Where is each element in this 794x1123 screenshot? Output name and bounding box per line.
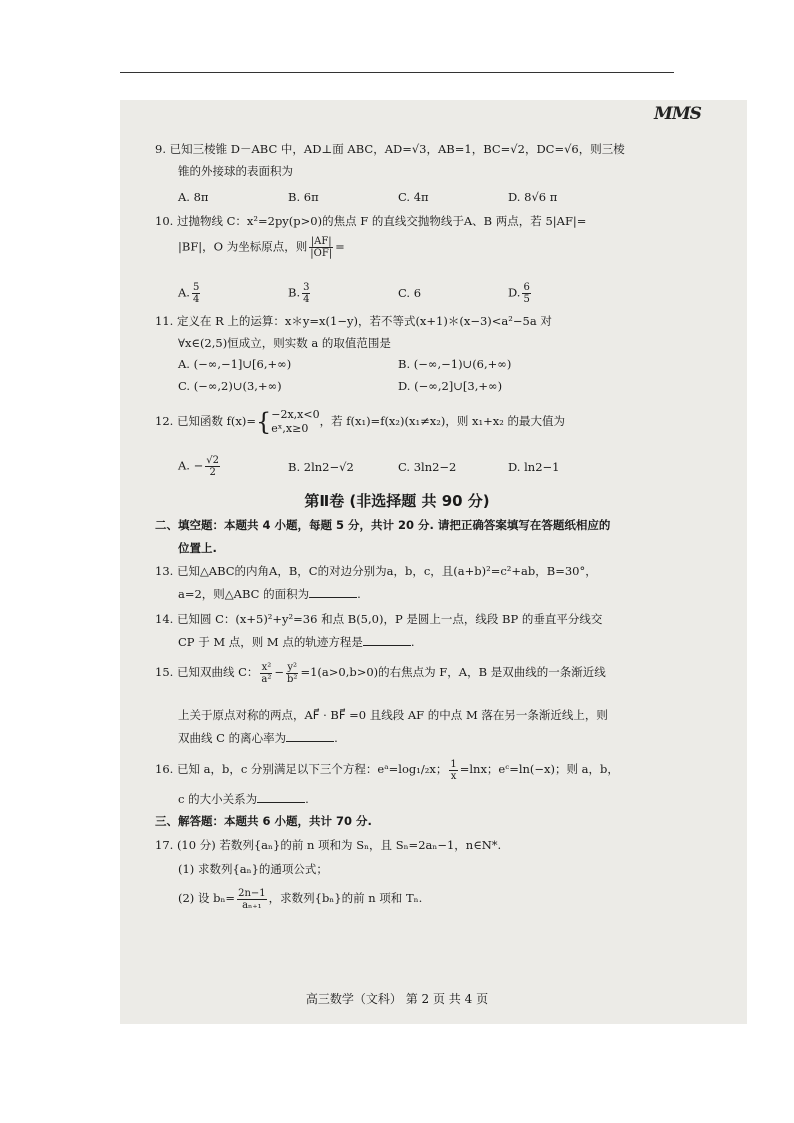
page-footer: 高三数学（文科） 第 2 页 共 4 页 — [305, 992, 489, 1006]
q17-part2 — [178, 886, 422, 911]
q9-line1: 9. 已知三棱锥 D－ABC 中，AD⊥面 ABC，AD=√3，AB=1，BC=√2，DC=√6，则三棱 — [155, 142, 625, 156]
q10-option-b — [288, 282, 312, 305]
logo: MMS — [654, 104, 701, 124]
q15-line2: 上关于原点对称的两点，AF⃗ · BF⃗ =0 且线段 AF 的中点 M 落在另一条渐近线上，则 — [178, 708, 608, 722]
q15-text-c: 双曲线 C 的离心率为 — [178, 731, 287, 745]
q12-option-d: D. ln2−1 — [508, 460, 560, 474]
q11-line1: 11. 定义在 R 上的运算：x＊y=x(1−y)，若不等式(x+1)＊(x−3)<a²−5a 对 — [155, 314, 552, 328]
q10-opt-a-label: A. — [178, 285, 190, 300]
q16-frac-den: x — [450, 770, 457, 782]
q10-opt-b-label: B. — [288, 285, 301, 300]
q10-option-a — [178, 282, 202, 305]
q15-text-b: =1(a>0,b>0)的右焦点为 F，A，B 是双曲线的一条渐近线 — [300, 665, 606, 679]
q10-text: |BF|，O 为坐标原点，则 — [178, 239, 308, 254]
q10-opt-d-label: D. — [508, 285, 521, 300]
q12-brace: { — [255, 408, 272, 436]
q10-equals: = — [335, 239, 345, 254]
q15-line1 — [155, 660, 606, 685]
q16-text-b: =lnx；eᶜ=ln(−x)；则 a，b， — [459, 762, 619, 776]
q12-option-c: C. 3ln2−2 — [398, 460, 457, 474]
q12-option-b: B. 2ln2−√2 — [288, 460, 354, 474]
q14-text: CP 于 M 点，则 M 点的轨迹方程是 — [178, 635, 363, 649]
q9-line2: 锥的外接球的表面积为 — [178, 164, 293, 178]
q16-period: . — [305, 792, 309, 806]
q13-period: . — [357, 587, 361, 601]
q10-line1: 10. 过抛物线 C：x²=2py(p>0)的焦点 F 的直线交抛物线于A、B 两点，若 5|AF|= — [155, 214, 587, 228]
q12-line1 — [155, 406, 565, 436]
q16-fraction — [449, 759, 457, 782]
q10-opt-b-frac — [302, 282, 310, 305]
q10-frac-den: |OF| — [310, 248, 333, 259]
fill-in-heading-line1: 二、填空题：本题共 4 小题，每题 5 分，共计 20 分. 请把正确答案填写在答题纸相应的 — [155, 518, 611, 532]
q12-text-b: ，若 f(x₁)=f(x₂)(x₁≠x₂)，则 x₁+x₂ 的最大值为 — [319, 414, 565, 428]
q10-opt-a-frac — [192, 282, 200, 305]
q12-opt-a-den: 2 — [209, 467, 216, 478]
q13-answer-blank — [309, 587, 357, 598]
q10-option-c: C. 6 — [398, 286, 422, 300]
q12-opt-a-frac — [205, 455, 220, 478]
q12-opt-a-label: A. − — [178, 458, 204, 473]
q14-period: . — [410, 635, 415, 649]
q10-opt-b-den: 4 — [303, 294, 310, 305]
q9-option-d: D. 8√6 π — [508, 190, 558, 204]
q17-fraction — [237, 888, 267, 911]
q10-opt-d-den: 5 — [523, 294, 530, 305]
q17-frac-den: aₙ₊₁ — [242, 899, 262, 911]
q13-line1: 13. 已知△ABC的内角A，B，C的对边分别为a，b，c，且(a+b)²=c²+ab，B=30°， — [155, 564, 597, 578]
q16-frac-num: 1 — [450, 758, 457, 770]
q12-opt-a-num: √2 — [206, 455, 219, 466]
q9-option-b: B. 6π — [288, 190, 319, 204]
q12-piecewise — [271, 408, 319, 436]
q12-text-a: 12. 已知函数 f(x)= — [155, 414, 256, 428]
q11-option-d: D. (−∞,2]∪[3,+∞) — [398, 379, 503, 393]
q10-opt-b-num: 3 — [303, 282, 310, 293]
q11-option-c: C. (−∞,2)∪(3,+∞) — [178, 379, 282, 393]
q13-line2 — [178, 585, 361, 603]
q17-part2-text-b: ，求数列{bₙ}的前 n 项和 Tₙ. — [268, 891, 423, 905]
q15-text-a: 15. 已知双曲线 C： — [155, 665, 259, 679]
section-2-title: 第Ⅱ卷 (非选择题 共 90 分) — [304, 492, 490, 510]
q11-option-a: A. (−∞,−1]∪[6,+∞) — [178, 357, 292, 371]
q16-line2 — [178, 790, 309, 808]
q16-answer-blank — [257, 792, 305, 803]
q16-text-a: 16. 已知 a，b，c 分别满足以下三个方程：eᵃ=log₁/₂x； — [155, 762, 448, 776]
q10-opt-d-frac — [522, 282, 530, 305]
q15-frac2-den: b² — [287, 673, 298, 685]
q15-minus: − — [274, 665, 285, 679]
q9-option-a: A. 8π — [178, 190, 209, 204]
q9-option-c: C. 4π — [398, 190, 429, 204]
q10-opt-d-num: 6 — [523, 282, 530, 293]
top-rule — [120, 72, 674, 73]
q15-frac-1 — [260, 662, 272, 685]
q15-frac1-num: x² — [261, 661, 272, 673]
q15-line3 — [178, 729, 338, 747]
q15-period: . — [334, 731, 338, 745]
q17-part2-text-a: (2) 设 bₙ= — [178, 891, 236, 905]
q10-fraction — [309, 236, 333, 259]
q15-frac-2 — [286, 662, 298, 685]
q16-text-c: c 的大小关系为 — [178, 792, 258, 806]
q15-frac2-num: y² — [287, 661, 298, 673]
q12-piece-1: −2x,x<0 — [271, 408, 320, 421]
q10-line2 — [178, 236, 345, 259]
q10-opt-a-den: 4 — [192, 294, 200, 305]
q17-frac-num: 2n−1 — [238, 887, 266, 899]
q12-piece-2: eˣ,x≥0 — [271, 422, 309, 435]
q11-line2: ∀x∈(2,5)恒成立，则实数 a 的取值范围是 — [178, 336, 391, 350]
fill-in-heading-line2: 位置上. — [178, 541, 217, 555]
solve-heading: 三、解答题：本题共 6 小题，共计 70 分. — [155, 814, 372, 828]
q14-answer-blank — [363, 635, 411, 646]
q17-part1: (1) 求数列{aₙ}的通项公式； — [178, 862, 328, 876]
q13-text: a=2，则△ABC 的面积为 — [178, 587, 310, 601]
q10-frac-num: |AF| — [310, 236, 332, 247]
q14-line1: 14. 已知圆 C：(x+5)²+y²=36 和点 B(5,0)，P 是圆上一点，线段 BP 的垂直平分线交 — [155, 612, 603, 626]
q10-opt-a-num: 5 — [192, 282, 200, 293]
q17-line1: 17. (10 分) 若数列{aₙ}的前 n 项和为 Sₙ，且 Sₙ=2aₙ−1，n∈N*. — [155, 838, 502, 852]
q11-option-b: B. (−∞,−1)∪(6,+∞) — [398, 357, 512, 371]
q10-option-d — [508, 282, 533, 305]
q15-answer-blank — [286, 731, 334, 742]
q12-option-a — [178, 455, 222, 478]
q14-line2 — [178, 633, 415, 651]
q16-line1 — [155, 757, 619, 782]
q15-frac1-den: a² — [261, 673, 272, 685]
